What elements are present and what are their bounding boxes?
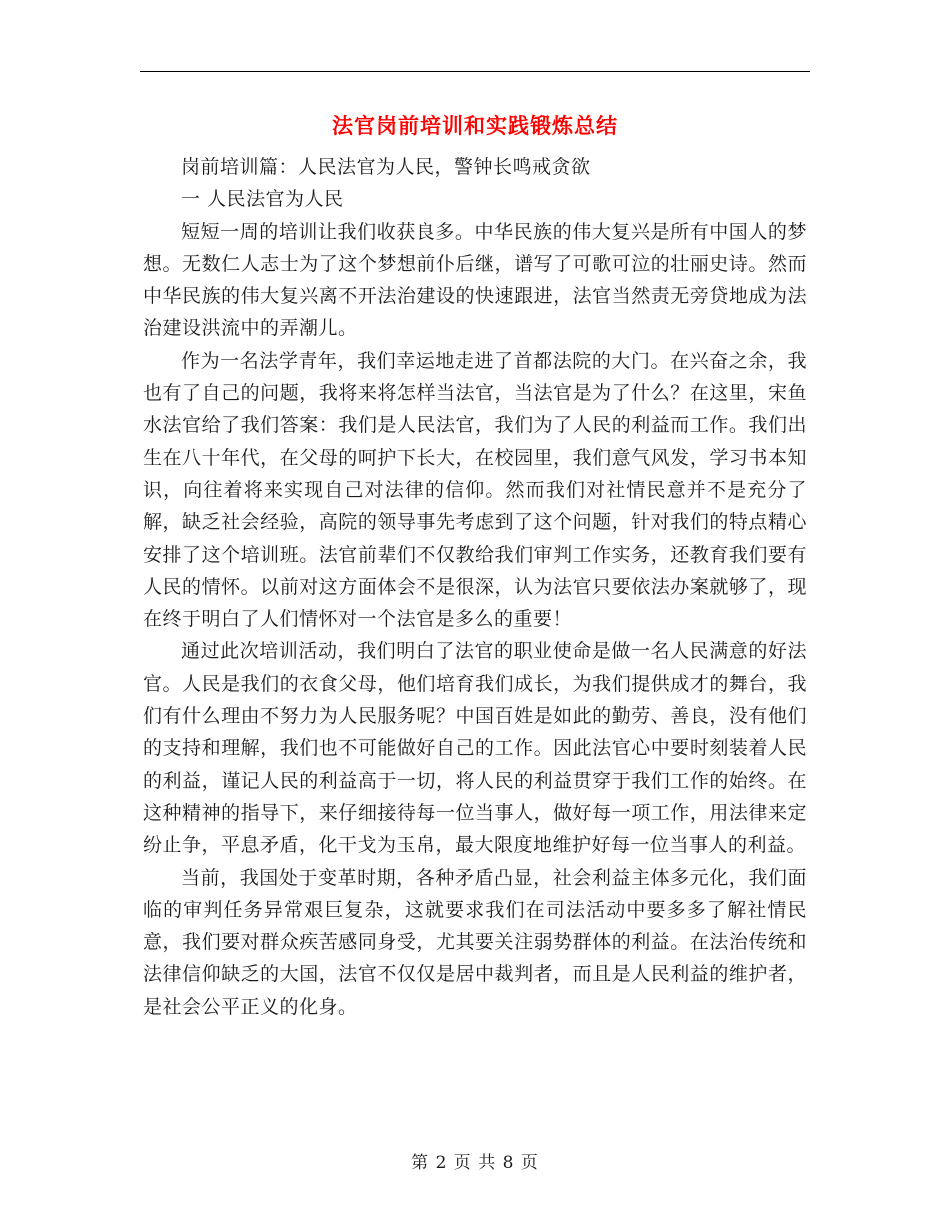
body-paragraph: 通过此次培训活动，我们明白了法官的职业使命是做一名人民满意的好法官。人民是我们的衣食父母，他们培育我们成长，为我们提供成才的舞台，我们有什么理由不努力为人民服务呢？中国百姓是如此的勤劳、善良，没有他们的支持和理解，我们也不可能做好自己的工作。因此法官心中要时刻装着人民的利益，谨记人民的利益高于一切，将人民的利益贯穿于我们工作的始终。在这种精神的指导下，来仔细接待每一位当事人，做好每一项工作，用法律来定纷止争，平息矛盾，化干戈为玉帛，最大限度地维护好每一位当事人的利益。	[143, 640, 807, 857]
body-paragraph: 短短一周的培训让我们收获良多。中华民族的伟大复兴是所有中国人的梦想。无数仁人志士为了这个梦想前仆后继，谱写了可歌可泣的壮丽史诗。然而中华民族的伟大复兴离不开法治建设的快速跟进，法官当然责无旁贷地成为法治建设洪流中的弄潮儿。	[143, 220, 807, 340]
section-heading: 岗前培训篇：人民法官为人民，警钟长鸣戒贪欲	[181, 156, 591, 178]
document-body	[143, 151, 807, 1023]
body-paragraph: 当前，我国处于变革时期，各种矛盾凸显，社会利益主体多元化，我们面临的审判任务异常艰巨复杂，这就要求我们在司法活动中要多多了解社情民意，我们要对群众疾苦感同身受，尤其要关注弱势群体的利益。在法治传统和法律信仰缺乏的大国，法官不仅仅是居中裁判者，而且是人民利益的维护者，是社会公平正义的化身。	[143, 866, 807, 1018]
header-rule	[140, 71, 810, 72]
body-paragraph: 作为一名法学青年，我们幸运地走进了首都法院的大门。在兴奋之余，我也有了自己的问题，我将来将怎样当法官，当法官是为了什么？在这里，宋鱼水法官给了我们答案：我们是人民法官，我们为了人民的利益而工作。我们出生在八十年代，在父母的呵护下长大，在校园里，我们意气风发，学习书本知识，向往着将来实现自己对法律的信仰。然而我们对社情民意并不是充分了解，缺乏社会经验，高院的领导事先考虑到了这个问题，针对我们的特点精心安排了这个培训班。法官前辈们不仅教给我们审判工作实务，还教育我们要有人民的情怀。以前对这方面体会不是很深，认为法官只要依法办案就够了，现在终于明白了人们情怀对一个法官是多么的重要！	[143, 349, 807, 631]
page-number: 第 2 页 共 8 页	[411, 1153, 539, 1173]
document-title: 法官岗前培训和实践锻炼总结	[332, 114, 618, 138]
subsection-heading: 一 人民法官为人民	[181, 188, 344, 211]
